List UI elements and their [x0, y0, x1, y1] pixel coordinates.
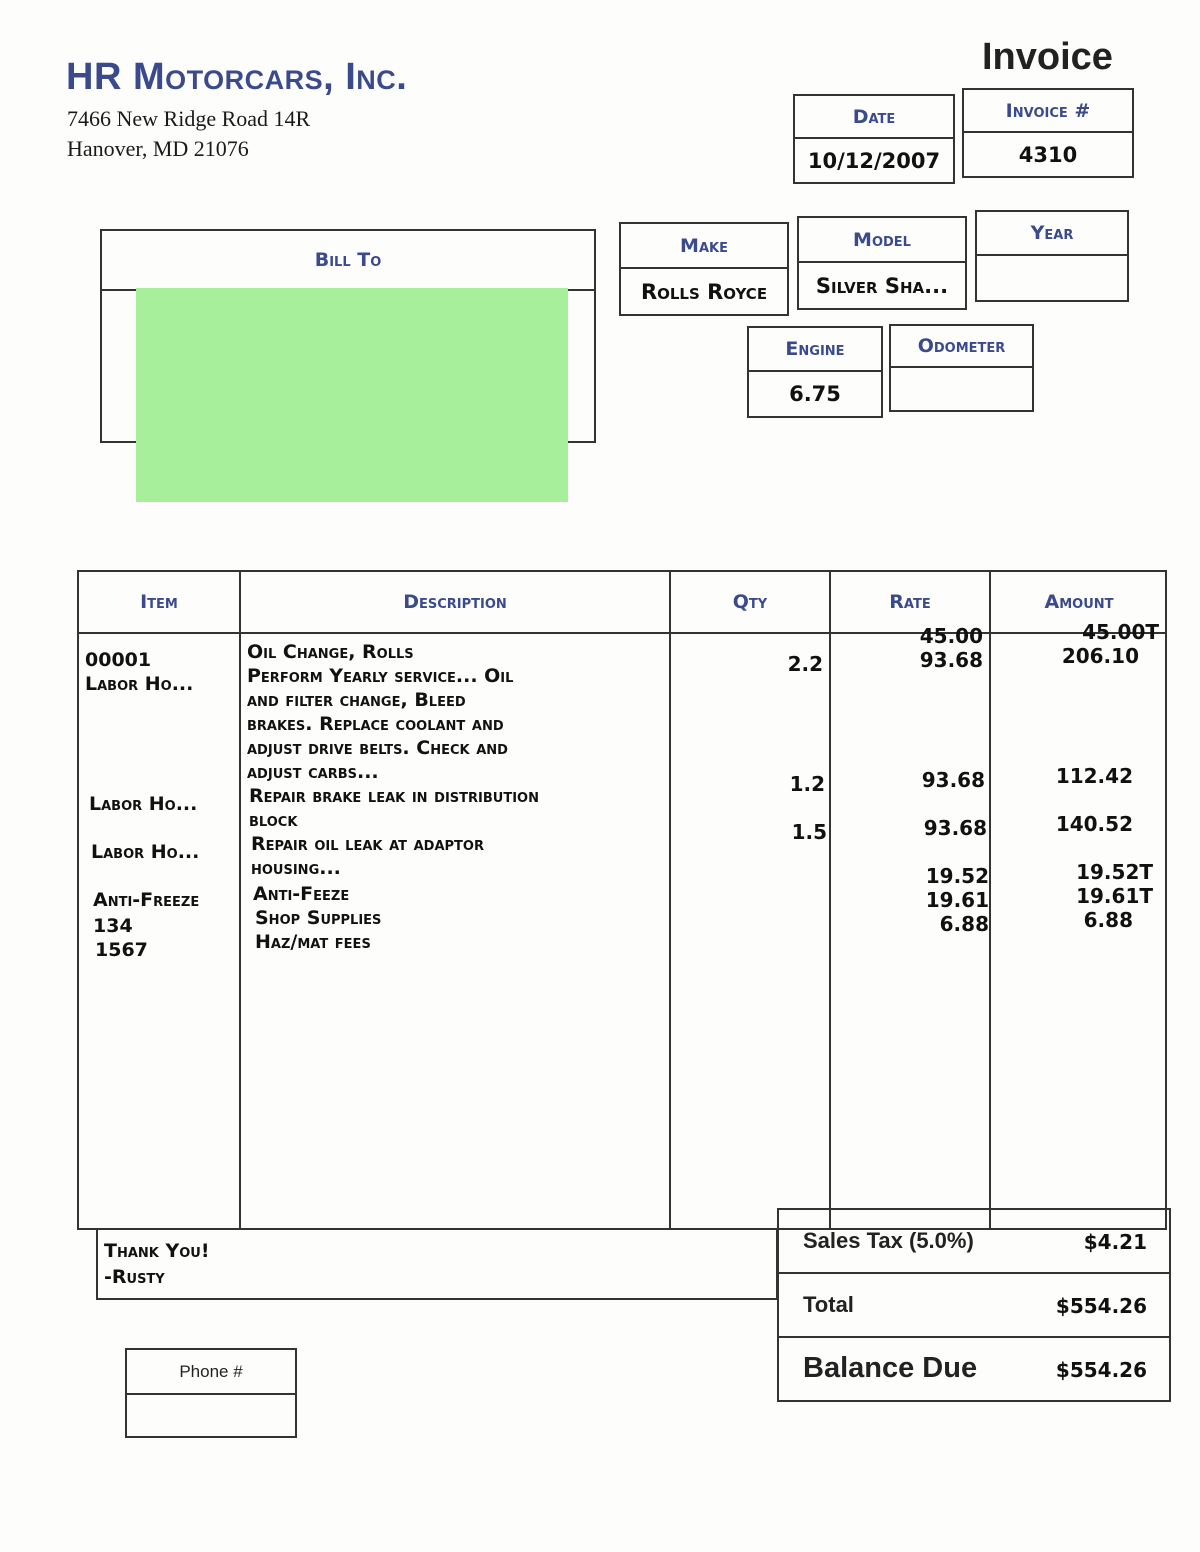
col-divider — [239, 572, 241, 1228]
row-item: Anti-Freeze — [93, 889, 200, 911]
row-description: adjust carbs... — [247, 761, 379, 783]
row-description: and filter change, Bleed — [247, 689, 466, 711]
invoice-number-value: 4310 — [1018, 142, 1078, 167]
sales-tax-label: Sales Tax (5.0%) — [803, 1228, 974, 1253]
total-value: $554.26 — [1055, 1294, 1147, 1318]
redaction-sticky-note — [136, 288, 568, 502]
make-value: Rolls Royce — [640, 279, 768, 304]
invoice-number-label: Invoice # — [964, 90, 1132, 133]
row-rate: 19.52 — [925, 864, 989, 888]
row-description: Repair brake leak in distribution — [249, 785, 539, 807]
row-description: Repair oil leak at adaptor — [251, 833, 484, 855]
col-divider — [669, 572, 671, 1228]
row-description: block — [249, 809, 298, 831]
sales-tax-value: $4.21 — [1083, 1230, 1147, 1254]
row-rate: 93.68 — [923, 816, 987, 840]
row-description: Anti-Feeze — [253, 883, 350, 905]
odometer-box — [889, 324, 1034, 412]
row-qty: 2.2 — [787, 652, 823, 676]
row-amount: 19.61T — [1076, 884, 1153, 908]
model-box — [797, 216, 967, 310]
thank-you-line-1: Thank You! — [104, 1240, 210, 1262]
phone-box — [125, 1348, 297, 1438]
row-rate: 6.88 — [939, 912, 989, 936]
engine-value: 6.75 — [789, 382, 841, 406]
year-value — [977, 256, 1127, 300]
row-description: Oil Change, Rolls — [247, 641, 414, 663]
row-rate: 45.00 — [919, 624, 983, 648]
date-label: Date — [795, 96, 953, 139]
odometer-label: Odometer — [891, 326, 1032, 368]
balance-due-value: $554.26 — [1055, 1358, 1147, 1382]
thank-you-box — [96, 1230, 778, 1300]
model-label: Model — [799, 218, 965, 263]
col-divider — [829, 572, 831, 1228]
row-item: Labor Ho... — [91, 841, 200, 863]
total-label: Total — [803, 1292, 854, 1317]
sales-tax-row — [779, 1210, 1169, 1272]
header-item: Item — [140, 591, 178, 613]
row-amount: 19.52T — [1076, 860, 1153, 884]
row-amount: 112.42 — [1055, 764, 1133, 788]
row-description: Haz/mat fees — [255, 931, 371, 953]
bill-to-label: Bill To — [102, 231, 594, 291]
thank-you-line-2: -Rusty — [104, 1266, 165, 1288]
thank-you-note — [104, 1238, 210, 1290]
engine-label: Engine — [749, 328, 881, 372]
header-rate: Rate — [889, 591, 931, 613]
date-value: 10/12/2007 — [807, 148, 941, 173]
row-qty: 1.5 — [791, 820, 827, 844]
row-description: Shop Supplies — [255, 907, 382, 929]
col-divider — [989, 572, 991, 1228]
year-box — [975, 210, 1129, 302]
odometer-value — [891, 368, 1032, 410]
row-amount: 206.10 — [1061, 644, 1139, 668]
header-amount: Amount — [1044, 591, 1114, 613]
address-line-2: Hanover, MD 21076 — [67, 136, 249, 161]
row-item: 00001 — [85, 649, 152, 671]
row-amount: 45.00T — [1082, 620, 1159, 644]
document-title: Invoice — [982, 36, 1113, 78]
totals-box — [777, 1208, 1171, 1402]
row-qty: 1.2 — [789, 772, 825, 796]
company-name: HR Motorcars, Inc. — [66, 56, 408, 98]
invoice-number-box — [962, 88, 1134, 178]
phone-label: Phone # — [127, 1350, 295, 1395]
company-address — [67, 104, 310, 164]
make-box — [619, 222, 789, 316]
balance-due-label: Balance Due — [803, 1352, 978, 1384]
row-rate: 19.61 — [925, 888, 989, 912]
row-item: 134 — [93, 915, 133, 937]
row-description: adjust drive belts. Check and — [247, 737, 508, 759]
row-item: Labor Ho... — [85, 673, 194, 695]
row-item: Labor Ho... — [89, 793, 198, 815]
row-description: Perform Yearly service... Oil — [247, 665, 514, 687]
balance-due-row — [779, 1338, 1169, 1400]
row-rate: 93.68 — [919, 648, 983, 672]
make-label: Make — [621, 224, 787, 269]
model-value: Silver Sha... — [815, 273, 949, 298]
total-row — [779, 1274, 1169, 1336]
row-amount: 140.52 — [1055, 812, 1133, 836]
address-line-1: 7466 New Ridge Road 14R — [67, 106, 311, 131]
date-box — [793, 94, 955, 184]
row-description: brakes. Replace coolant and — [247, 713, 504, 735]
year-label: Year — [977, 212, 1127, 256]
line-items-table — [77, 570, 1167, 1230]
engine-box — [747, 326, 883, 418]
row-description: housing... — [251, 857, 341, 879]
row-item: 1567 — [95, 939, 148, 961]
row-amount: 6.88 — [1083, 908, 1133, 932]
row-rate: 93.68 — [921, 768, 985, 792]
header-description: Description — [403, 591, 507, 613]
header-qty: Qty — [732, 591, 768, 613]
